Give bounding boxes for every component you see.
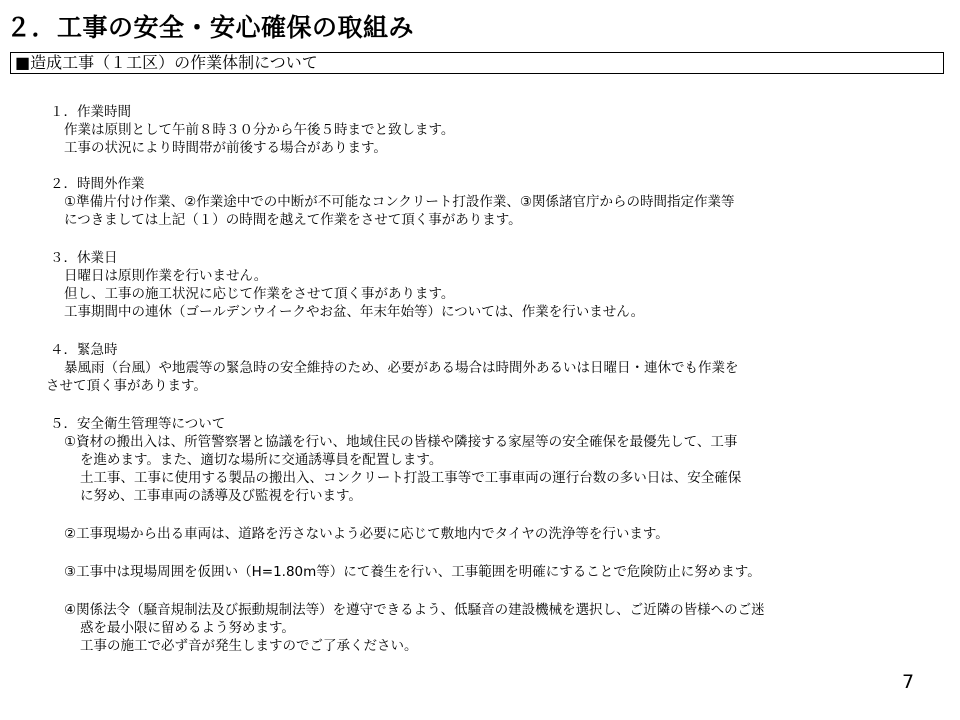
section-5-item-1-line: 土工事、工事に使用する製品の搬出入、コンクリート打設工事等で工事車両の運行台数の多い日は、安全確保 bbox=[80, 470, 742, 486]
section-5-item-4-line: ④関係法令（騒音規制法及び振動規制法等）を遵守できるよう、低騒音の建設機械を選択し、ご近隣の皆様へのご迷 bbox=[64, 602, 765, 618]
section-5-item-4-line: 工事の施工で必ず音が発生しますのでご了承ください。 bbox=[80, 638, 418, 654]
section-5-item-1-line: ①資材の搬出入は、所管警察署と協議を行い、地域住民の皆様や隣接する家屋等の安全確保を最優先して、工事 bbox=[64, 434, 738, 450]
section-5-item-1-line: を進めます。また、適切な場所に交通誘導員を配置します。 bbox=[80, 452, 443, 468]
section-4-heading: ４．緊急時 bbox=[50, 342, 118, 358]
section-heading: ■造成工事（１工区）の作業体制について bbox=[15, 53, 318, 72]
page-title: ２．工事の安全・安心確保の取組み bbox=[6, 13, 415, 42]
section-5-heading: ５．安全衛生管理等について bbox=[50, 416, 226, 432]
section-5-item-4-line: 惑を最小限に留めるよう努めます。 bbox=[80, 620, 295, 636]
section-4-line: 暴風雨（台風）や地震等の緊急時の安全維持のため、必要がある場合は時間外あるいは日曜日・連休でも作業を bbox=[64, 360, 739, 376]
page-number: 7 bbox=[902, 671, 915, 693]
section-3-line: 但し、工事の施工状況に応じて作業をさせて頂く事があります。 bbox=[64, 286, 455, 302]
section-2-line: ①準備片付け作業、②作業途中での中断が不可能なコンクリート打設作業、③関係諸官庁からの時間指定作業等 bbox=[64, 194, 735, 210]
section-4-line: させて頂く事があります。 bbox=[46, 378, 207, 394]
section-1-line: 工事の状況により時間帯が前後する場合があります。 bbox=[64, 140, 387, 156]
section-3-line: 工事期間中の連休（ゴールデンウイークやお盆、年末年始等）については、作業を行いません。 bbox=[64, 304, 645, 320]
section-5-item-3-line: ③工事中は現場周囲を仮囲い（H=1.80m等）にて養生を行い、工事範囲を明確にすることで危険防止に努めます。 bbox=[64, 564, 761, 580]
section-1-line: 作業は原則として午前８時３０分から午後５時までと致します。 bbox=[64, 122, 455, 138]
section-1-heading: １．作業時間 bbox=[50, 104, 131, 120]
section-3-heading: ３．休業日 bbox=[50, 250, 118, 266]
section-2-line: につきましては上記（１）の時間を越えて作業をさせて頂く事があります。 bbox=[64, 212, 522, 228]
section-5-item-2-line: ②工事現場から出る車両は、道路を汚さないよう必要に応じて敷地内でタイヤの洗浄等を行います。 bbox=[64, 526, 669, 542]
section-5-item-1-line: に努め、工事車両の誘導及び監視を行います。 bbox=[80, 488, 362, 504]
section-3-line: 日曜日は原則作業を行いません。 bbox=[64, 268, 268, 284]
section-2-heading: ２．時間外作業 bbox=[50, 176, 145, 192]
